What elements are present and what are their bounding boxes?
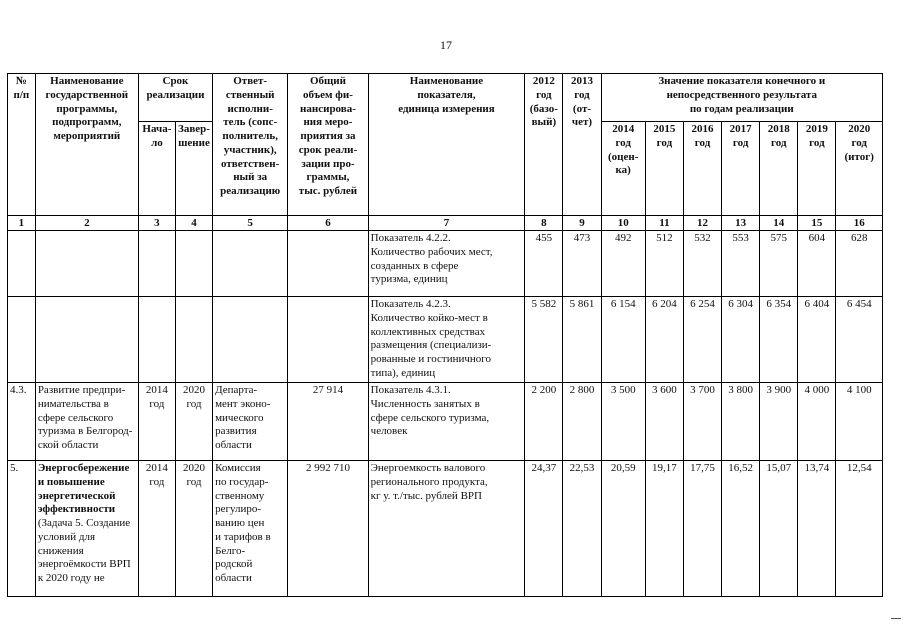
row-value-cell: 13,74 (798, 461, 836, 597)
header-year-2020: 2020 год (итог) (836, 122, 883, 216)
column-number: 1 (8, 216, 36, 231)
column-number: 13 (722, 216, 760, 231)
row-value-cell: 6 404 (798, 297, 836, 383)
row-value-cell: 3 700 (683, 383, 721, 461)
table-row (8, 383, 883, 461)
header-year-2017: 2017 год (722, 122, 760, 216)
row-number-cell (8, 231, 36, 297)
row-volume-cell (288, 297, 368, 383)
row-end-cell (175, 231, 212, 297)
header-year-2015: 2015 год (645, 122, 683, 216)
row-value-cell: 3 900 (760, 383, 798, 461)
row-value-cell: 3 500 (601, 383, 645, 461)
row-value-cell: 5 582 (525, 297, 563, 383)
table-row (8, 461, 883, 597)
row-name-bold: Энергосбережение и повышение энергетической эффективности (37, 462, 130, 516)
column-number: 11 (645, 216, 683, 231)
column-number: 9 (563, 216, 601, 231)
row-volume-cell: 27 914 (288, 383, 368, 461)
column-number: 7 (368, 216, 525, 231)
table-row (8, 297, 883, 383)
row-start-cell (138, 231, 175, 297)
header-year-2018: 2018 год (760, 122, 798, 216)
header-values: Значение показателя конечного и непосредственного результата по годам реализации (601, 74, 882, 122)
header-year-2019: 2019 год (798, 122, 836, 216)
column-number: 14 (760, 216, 798, 231)
row-indicator-cell: Энергоемкость валового регионального продукта, кг у. т./тыс. рублей ВРП (368, 461, 525, 597)
header-end: Завер- шение (175, 122, 212, 216)
header-start: Нача- ло (138, 122, 175, 216)
column-number: 3 (138, 216, 175, 231)
header-num: № п/п (8, 74, 36, 216)
row-value-cell: 455 (525, 231, 563, 297)
row-value-cell: 3 600 (645, 383, 683, 461)
header-volume: Общий объем фи- нансирова- ния меро- приятия за срок реали- зации про- граммы, тыс. рублей (288, 74, 368, 216)
row-number-cell: 5. (8, 461, 36, 597)
row-start-cell (138, 297, 175, 383)
results-table (7, 73, 883, 597)
row-value-cell: 19,17 (645, 461, 683, 597)
row-number-cell: 4.3. (8, 383, 36, 461)
row-executor-cell: Комиссия по государ- ственному регулиро- ванию цен и тарифов в Белго- родской области (213, 461, 288, 597)
row-value-cell: 24,37 (525, 461, 563, 597)
corner-mark (891, 618, 901, 619)
header-name: Наименование государственной программы, подпрограмм, мероприятий (35, 74, 138, 216)
row-value-cell: 15,07 (760, 461, 798, 597)
row-value-cell: 22,53 (563, 461, 601, 597)
row-value-cell: 17,75 (683, 461, 721, 597)
row-name-cell (35, 297, 138, 383)
row-start-cell: 2014 год (138, 461, 175, 597)
header-year-2014: 2014 год (оцен- ка) (601, 122, 645, 216)
column-number: 5 (213, 216, 288, 231)
row-value-cell: 4 000 (798, 383, 836, 461)
row-value-cell: 6 454 (836, 297, 883, 383)
column-number: 12 (683, 216, 721, 231)
row-indicator-cell: Показатель 4.2.2. Количество рабочих мест, созданных в сфере туризма, единиц (368, 231, 525, 297)
column-number: 8 (525, 216, 563, 231)
column-number-row (8, 216, 883, 231)
row-value-cell: 6 304 (722, 297, 760, 383)
row-end-cell (175, 297, 212, 383)
row-value-cell: 2 200 (525, 383, 563, 461)
row-value-cell: 12,54 (836, 461, 883, 597)
row-value-cell: 532 (683, 231, 721, 297)
column-number: 4 (175, 216, 212, 231)
row-volume-cell (288, 231, 368, 297)
row-name-text: (Задача 5. Создание условий для снижения энергоёмкости ВРП к 2020 году не (37, 517, 131, 585)
row-value-cell: 6 354 (760, 297, 798, 383)
row-indicator-cell: Показатель 4.3.1. Численность занятых в сфере сельского туризма, человек (368, 383, 525, 461)
row-value-cell: 6 204 (645, 297, 683, 383)
row-value-cell: 473 (563, 231, 601, 297)
column-number: 10 (601, 216, 645, 231)
row-name-text: Развитие предпри- нимательства в сфере сельского туризма в Белгород- ской области (37, 384, 133, 452)
row-value-cell: 6 154 (601, 297, 645, 383)
row-executor-cell: Департа- мент эконо- мического развития области (213, 383, 288, 461)
header-year-2016: 2016 год (683, 122, 721, 216)
header-2013: 2013 год (от- чет) (563, 74, 601, 216)
row-value-cell: 3 800 (722, 383, 760, 461)
row-value-cell: 16,52 (722, 461, 760, 597)
row-name-cell (35, 383, 138, 461)
row-name-cell (35, 461, 138, 597)
row-start-cell: 2014 год (138, 383, 175, 461)
row-end-cell: 2020 год (175, 461, 212, 597)
header-term: Срок реализации (138, 74, 212, 122)
row-value-cell: 5 861 (563, 297, 601, 383)
page-number: 17 (440, 38, 452, 52)
row-volume-cell: 2 992 710 (288, 461, 368, 597)
row-number-cell (8, 297, 36, 383)
row-value-cell: 2 800 (563, 383, 601, 461)
row-value-cell: 4 100 (836, 383, 883, 461)
header-indicator: Наименование показателя, единица измерения (368, 74, 525, 216)
row-end-cell: 2020 год (175, 383, 212, 461)
column-number: 15 (798, 216, 836, 231)
row-value-cell: 6 254 (683, 297, 721, 383)
row-value-cell: 553 (722, 231, 760, 297)
row-value-cell: 512 (645, 231, 683, 297)
row-name-cell (35, 231, 138, 297)
row-value-cell: 492 (601, 231, 645, 297)
row-value-cell: 604 (798, 231, 836, 297)
header-2012: 2012 год (базо- вый) (525, 74, 563, 216)
row-executor-cell (213, 231, 288, 297)
column-number: 16 (836, 216, 883, 231)
header-executor: Ответ- ственный исполни- тель (сопс- полнитель, участник), ответствен- ный за реализацию (213, 74, 288, 216)
row-indicator-cell: Показатель 4.2.3. Количество койко-мест в коллективных средствах размещения (специализи- рованные и гостиничного типа), единиц (368, 297, 525, 383)
row-value-cell: 575 (760, 231, 798, 297)
row-executor-cell (213, 297, 288, 383)
table-row (8, 231, 883, 297)
column-number: 2 (35, 216, 138, 231)
column-number: 6 (288, 216, 368, 231)
row-value-cell: 628 (836, 231, 883, 297)
row-value-cell: 20,59 (601, 461, 645, 597)
